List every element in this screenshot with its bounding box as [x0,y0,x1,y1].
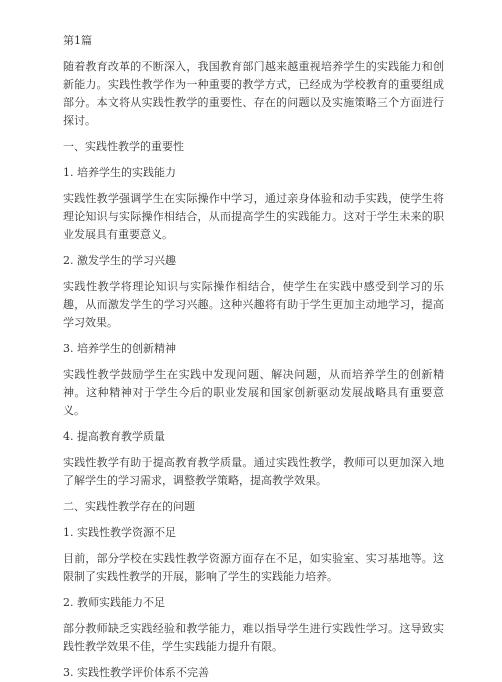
section-heading-problems: 二、实践性教学存在的问题 [63,500,195,513]
paragraph-practical-ability: 实践性教学强调学生在实际操作中学习，通过亲身体验和动手实践，使学生将理论知识与实际操作相结合，从而提高学生的实践能力。这对于学生未来的职业发展具有重要意义。 [63,192,444,241]
subheading-insufficient-resources: 1. 实践性教学资源不足 [63,526,176,539]
paragraph-innovation-spirit: 实践性教学鼓励学生在实践中发现问题、解决问题，从而培养学生的创新精神。这种精神对于学生今后的职业发展和国家创新驱动发展战略具有重要意义。 [63,368,444,417]
subheading-teaching-quality: 4. 提高教育教学质量 [63,430,165,443]
subheading-practical-ability: 1. 培养学生的实践能力 [63,166,176,179]
paragraph-teaching-quality: 实践性教学有助于提高教育教学质量。通过实践性教学，教师可以更加深入地了解学生的学习需求，调整教学策略，提高教学效果。 [63,456,444,487]
paragraph-teacher-ability: 部分教师缺乏实践经验和教学能力，难以指导学生进行实践性学习。这导致实践性教学效果不佳，学生实践能力提升有限。 [63,622,444,653]
subheading-evaluation-system: 3. 实践性教学评价体系不完善 [63,666,209,679]
subheading-learning-interest: 2. 激发学生的学习兴趣 [63,254,176,267]
subheading-innovation-spirit: 3. 培养学生的创新精神 [63,342,176,355]
paragraph-learning-interest: 实践性教学将理论知识与实际操作相结合，使学生在实践中感受到学习的乐趣，从而激发学生的学习兴趣。这种兴趣将有助于学生更加主动地学习，提高学习效果。 [63,280,444,329]
section-heading-importance: 一、实践性教学的重要性 [63,140,184,153]
chapter-label: 第1篇 [63,34,92,47]
intro-paragraph: 随着教育改革的不断深入，我国教育部门越来越重视培养学生的实践能力和创新能力。实践性教学作为一种重要的教学方式，已经成为学校教育的重要组成部分。本文将从实践性教学的重要性、存在的问题以及实施策略三个方面进行探讨。 [63,60,444,127]
subheading-teacher-ability: 2. 教师实践能力不足 [63,596,165,609]
paragraph-insufficient-resources: 目前，部分学校在实践性教学资源方面存在不足，如实验室、实习基地等。这限制了实践性教学的开展，影响了学生的实践能力培养。 [63,552,444,583]
